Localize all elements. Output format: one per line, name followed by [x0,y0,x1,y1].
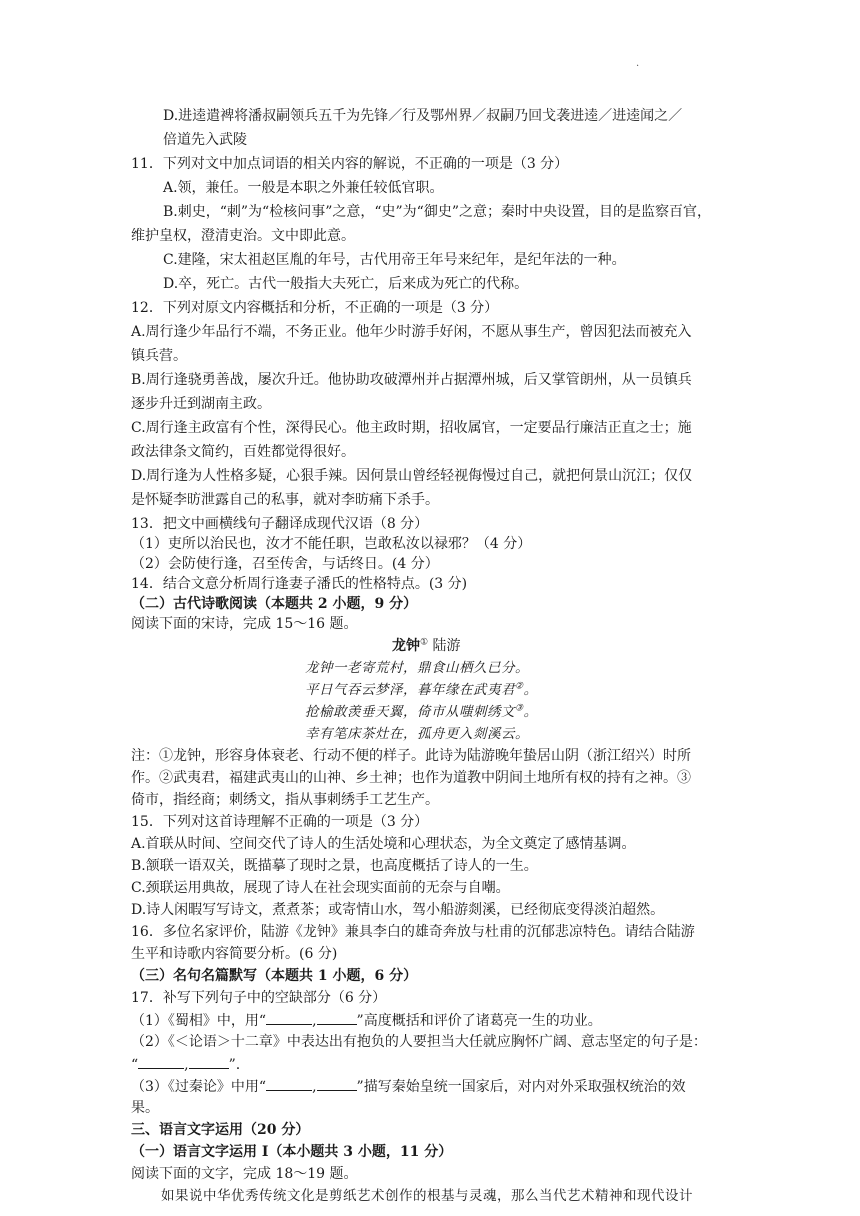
q17-item-1-suffix: ”高度概括和评价了诸葛亮一生的功业。 [356,1013,602,1029]
q17-comma-1: , [312,1013,317,1029]
q11-option-c: C.建隆，宋太祖赵匡胤的年号，古代用帝王年号来纪年，是纪年法的一种。 [163,252,626,268]
q12-option-c-line1: C.周行逢主政富有个性，深得民心。他主政时期，招收属官，一定要品行廉洁正直之士；施 [131,420,692,436]
poem-title-line [392,636,461,656]
poem-notes-line3: 倚市，指经商；刺绣文，指从事刺绣手工艺生产。 [131,792,439,808]
q17-item-2: （2）《＜论语＞十二章》中表达出有抱负的人要担当大任就应胸怀广阔、意志坚定的句子是： [131,1034,707,1050]
q17-blank-1b[interactable] [317,1010,357,1025]
q12-option-d-line2: 是怀疑李昉泄露自己的私事，就对李昉痛下杀手。 [131,492,439,508]
q15-option-a: A.首联从时间、空间交代了诗人的生活处境和心理状态，为全文奠定了感情基调。 [131,836,636,852]
q12-option-b-line1: B.周行逢骁勇善战，屡次升迁。他协助攻破潭州并占据潭州城，后又掌管朗州，从一员镇兵 [131,372,692,388]
q10-option-d-line2: 倍道先入武陵 [163,132,247,148]
poem-notes-line2: 作。②武夷君，福建武夷山的山神、乡土神；也作为道教中阴间土地所有权的持有之神。③ [131,770,691,786]
q17-blank-3a[interactable] [266,1076,312,1091]
poem-line-3-text: 抢榆敢羡垂天翼，倚市从嗤刺绣文 [305,704,515,720]
q17-item-3 [131,1076,686,1097]
q17-item-3-suffix: ”描写秦始皇统一国家后，对内对外采取强权统治的效 [356,1079,686,1095]
q11-option-b-line1: B.刺史，“刺”为“检核问事”之意，“史”为“御史”之意；秦时中央设置，目的是监察百官， [163,204,711,220]
q17-comma-2: , [184,1057,189,1073]
q14-stem: 14．结合文意分析周行逢妻子潘氏的性格特点。(3 分) [131,576,468,592]
poem-note-mark-1: ① [420,637,429,648]
part-3-intro: 阅读下面的文字，完成 18～19 题。 [131,1166,358,1182]
q12-stem: 12．下列对原文内容概括和分析，不正确的一项是（3 分） [131,300,499,316]
section-2-heading: （二）古代诗歌阅读（本题共 2 小题，9 分） [131,596,418,612]
q17-item-3-line2: 果。 [131,1100,159,1116]
q15-option-d: D.诗人闲暇写写诗文，煮煮茶；或寄情山水，驾小船游剡溪，已经彻底变得淡泊超然。 [131,902,665,918]
header-dot: . [636,58,640,69]
q15-stem: 15．下列对这首诗理解不正确的一项是（3 分） [131,814,429,830]
q17-blank-2b[interactable] [189,1054,229,1069]
poem-line-2-text: 平日气吞云梦泽，暮年缘在武夷君 [305,682,515,698]
q13-sentence-2: （2）会防使行逢，召至传舍，与话终日。(4 分） [131,556,439,572]
q12-option-a-line1: A.周行逢少年品行不端，不务正业。他年少时游手好闲，不愿从事生产，曾因犯法而被充入 [131,324,692,340]
poem-line-4: 幸有笔床茶灶在，孤舟更入剡溪云。 [305,726,529,742]
q16-line1: 16．多位名家评价，陆游《龙钟》兼具李白的雄奇奔放与杜甫的沉郁悲凉特色。请结合陆游 [131,924,695,940]
q16-line2: 生平和诗歌内容简要分析。(6 分) [131,946,338,962]
q17-blank-3b[interactable] [317,1076,357,1091]
section-3-heading: （三）名句名篇默写（本题共 1 小题，6 分） [131,968,418,984]
poem-line-2-end: 。 [523,682,538,698]
poem-note-mark-3: ③ [515,703,524,714]
q17-item-2-close: ”. [228,1057,241,1073]
q13-stem: 13．把文中画横线句子翻译成现代汉语（8 分） [131,516,429,532]
q11-option-b-line2: 维护皇权，澄清吏治。文中即此意。 [131,228,355,244]
q11-option-a: A.领，兼任。一般是本职之外兼任较低官职。 [163,180,444,196]
q17-item-1 [131,1010,602,1031]
q17-item-1-prefix: （1）《蜀相》中，用“ [131,1013,267,1029]
q17-item-3-prefix: （3）《过秦论》中用“ [131,1079,267,1095]
q17-blank-2a[interactable] [138,1054,184,1069]
q17-item-2-open-quote: “ [131,1057,139,1073]
q12-option-b-line2: 逐步升迁到湖南主政。 [131,396,271,412]
q12-option-a-line2: 镇兵营。 [131,348,187,364]
poem-author: 陆游 [428,638,461,654]
poem-line-2 [305,680,538,700]
section-2-intro: 阅读下面的宋诗，完成 15～16 题。 [131,616,358,632]
q11-stem: 11．下列对文中加点词语的相关内容的解说，不正确的一项是（3 分） [131,156,569,172]
q12-option-d-line1: D.周行逢为人性格多疑，心狠手辣。因何景山曾经轻视侮慢过自己，就把何景山沉江；仅仅 [131,468,693,484]
poem-line-1: 龙钟一老寄荒村，鼎食山栖久已分。 [305,660,529,676]
q17-comma-3: , [312,1079,317,1095]
part-3-paragraph: 如果说中华优秀传统文化是剪纸艺术创作的根基与灵魂，那么当代艺术精神和现代设计 [161,1188,693,1204]
poem-line-3-end: 。 [523,704,538,720]
poem-line-3 [305,702,538,722]
q13-sentence-1: （1）吏所以治民也，汝才不能任职，岂敢私汝以禄邪？（4 分） [131,536,532,552]
q12-option-c-line2: 政法律条文简约，百姓都觉得很好。 [131,444,355,460]
q15-option-c: C.颈联运用典故，展现了诗人在社会现实面前的无奈与自嘲。 [131,880,510,896]
q10-option-d-line1: D.进逵遣裨将潘叔嗣领兵五千为先锋／行及鄂州界／叔嗣乃回戈袭进逵／进逵闻之／ [163,108,683,124]
q17-stem: 17．补写下列句子中的空缺部分（6 分） [131,990,387,1006]
part-3-subheading: （一）语言文字运用 I（本小题共 3 小题，11 分） [131,1144,453,1160]
q15-option-b: B.颔联一语双关，既描摹了现时之景，也高度概括了诗人的一生。 [131,858,538,874]
q17-blank-1a[interactable] [266,1010,312,1025]
part-3-heading: 三、语言文字运用（20 分） [131,1122,310,1138]
poem-notes-line1: 注：①龙钟，形容身体衰老、行动不便的样子。此诗为陆游晚年蛰居山阴（浙江绍兴）时所 [131,748,691,764]
q17-item-2-answer [131,1054,240,1075]
poem-title: 龙钟 [392,638,420,654]
q11-option-d: D.卒，死亡。古代一般指大夫死亡，后来成为死亡的代称。 [163,276,529,292]
poem-note-mark-2: ② [515,681,524,692]
